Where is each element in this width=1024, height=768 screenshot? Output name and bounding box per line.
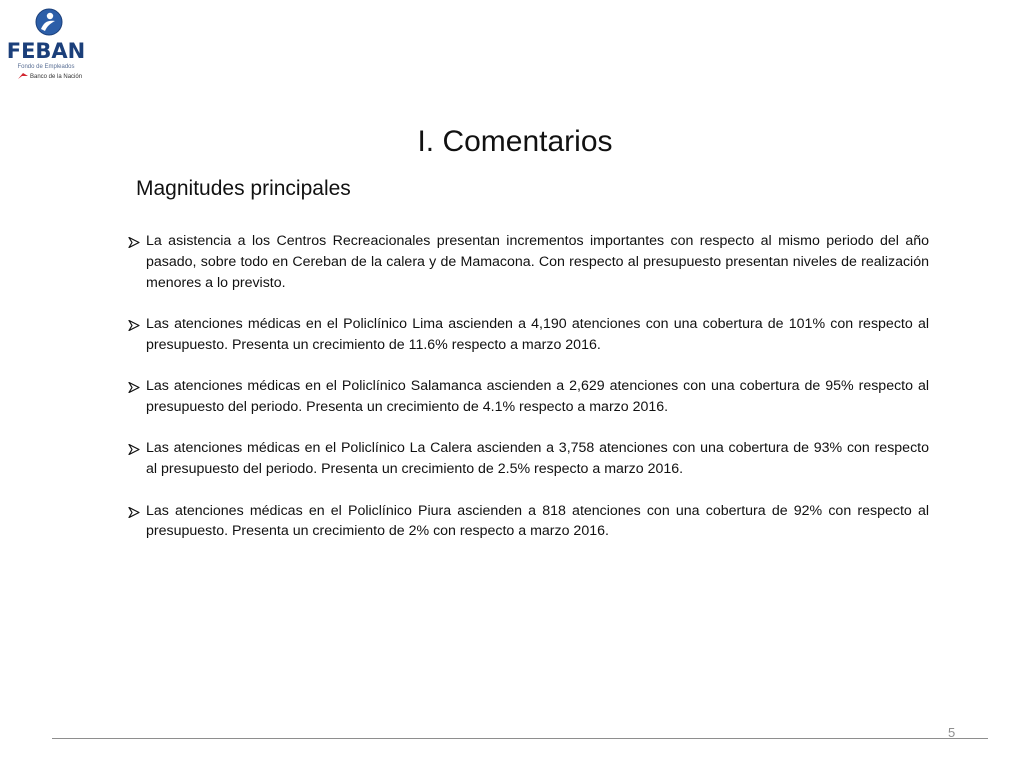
slide-subtitle: Magnitudes principales [136, 177, 351, 200]
bullet-list [128, 231, 929, 563]
bullet-text: Las atenciones médicas en el Policlínico Salamanca ascienden a 2,629 atenciones con una cobertura de 95% respecto al presupuesto del periodo. Presenta un crecimiento de 4.1% respecto a marzo 2016. [146, 378, 929, 415]
page-number: 5 [948, 725, 956, 740]
bullet-text: Las atenciones médicas en el Policlínico Lima ascienden a 4,190 atenciones con una cobertura de 101% con respecto al presupuesto. Presenta un crecimiento de 11.6% respecto a marzo 2016. [146, 315, 929, 353]
bullet-item [128, 501, 929, 543]
bullet-text: La asistencia a los Centros Recreacionales presentan incrementos importantes con respecto al mismo periodo del año pasado, sobre todo en Cereban de la calera y de Mamacona. Con respecto al presupuesto presentan niveles de realización menores a lo previsto. [146, 233, 929, 291]
globe-person-icon [35, 8, 63, 36]
footer-divider [52, 738, 988, 739]
bullet-item [128, 231, 929, 293]
logo-bank [18, 73, 88, 81]
logo-subtitle: Fondo de Empleados [17, 64, 75, 70]
arrow-bullet-icon [128, 320, 140, 331]
bullet-text: Las atenciones médicas en el Policlínico La Calera ascienden a 3,758 atenciones con una cobertura de 93% con respecto al presupuesto del periodo. Presenta un crecimiento de 2.5% respecto a marzo 2016. [146, 440, 929, 478]
arrow-bullet-icon [128, 382, 140, 393]
arrow-bullet-icon [128, 507, 140, 518]
bullet-item [128, 438, 929, 480]
bullet-item [128, 314, 929, 356]
arrow-bullet-icon [128, 444, 140, 455]
slide-title: I. Comentarios [417, 125, 613, 158]
bank-mark-icon [18, 73, 28, 79]
feban-logo [6, 4, 86, 82]
arrow-bullet-icon [128, 237, 140, 248]
bullet-text: Las atenciones médicas en el Policlínico Piura ascienden a 818 atenciones con una cobertura de 92% con respecto al presupuesto. Presenta un crecimiento de 2% con respecto a marzo 2016. [146, 502, 929, 540]
bullet-item [128, 376, 929, 418]
logo-bank-label: Banco de la Nación [30, 74, 83, 80]
logo-name: FEBAN [6, 39, 86, 63]
